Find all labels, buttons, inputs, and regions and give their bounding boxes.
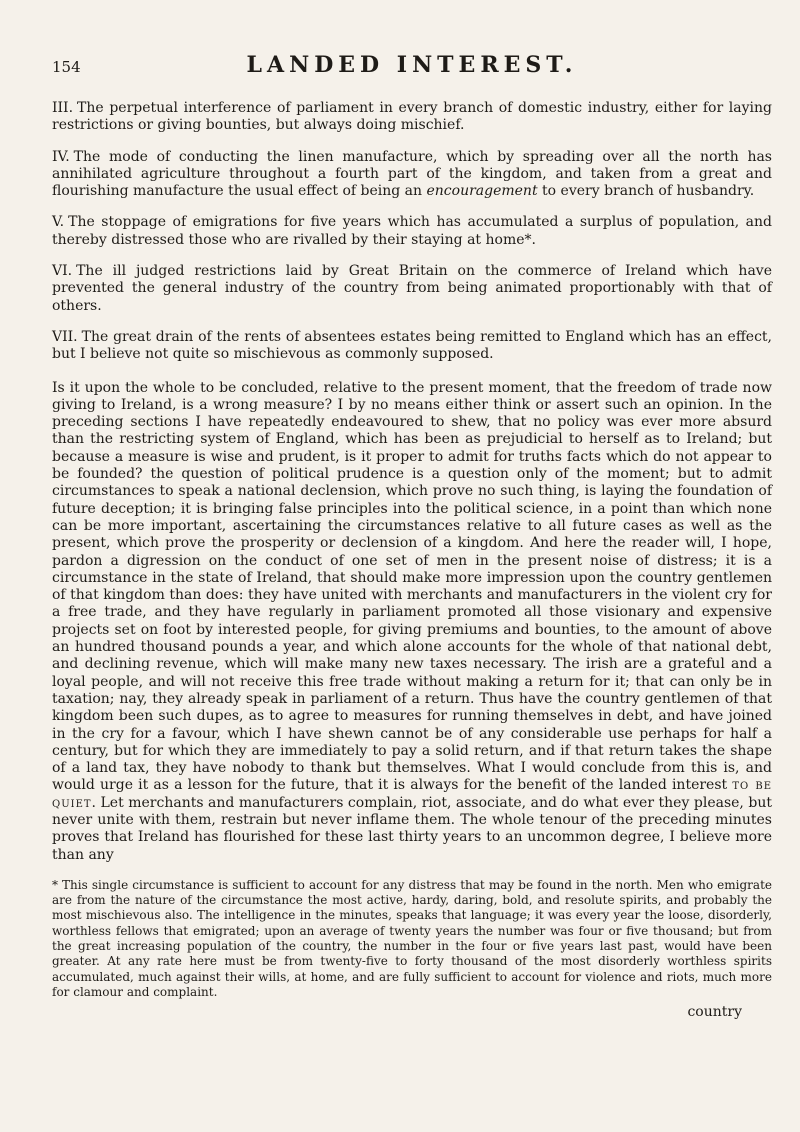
list-item-vii <box>52 329 772 364</box>
page-header <box>52 52 772 86</box>
item-text-end: to every branch of husbandry. <box>537 183 755 200</box>
item-emphasis: encouragement <box>426 183 538 200</box>
item-text: The stoppage of emigrations for five years which has accumulated a surplus of population, and thereby distressed those who are rivalled by their staying at home*. <box>52 214 772 248</box>
footnote-mark: * <box>52 877 58 892</box>
item-number: V. <box>52 214 65 231</box>
item-number: IV. <box>52 148 70 165</box>
footnote <box>52 878 772 1000</box>
running-head: LANDED INTEREST. <box>246 52 578 78</box>
list-item-iv <box>52 149 772 201</box>
list-item-iii <box>52 100 772 135</box>
item-text: The perpetual interference of parliament in every branch of domestic industry, either for laying restrictions or giving bounties, but always doing mischief. <box>52 100 772 134</box>
item-text: The ill judged restrictions laid by Great Britain on the commerce of Ireland which have prevented the general industry of the country from being animated proportionably with that of others. <box>52 263 772 314</box>
list-item-v <box>52 214 772 249</box>
item-number: III. <box>52 100 74 116</box>
page-body <box>52 100 772 1022</box>
paragraph-small-caps: to be quiet <box>52 777 772 811</box>
paragraph-text: Is it upon the whole to be concluded, relative to the present moment, that the freedom of trade now giving to Ireland, is a wrong measure? I by no means either think or assert such an opinion. In the preceding sections I have repeatedly endeavoured to shew, that no policy was ever more absurd than the restricting system of England, which has been as prejudicial to herself as to Ireland; but because a measure is wise and prudent, is it proper to admit for truths facts which do not appear to be founded? the question of political prudence is a question only of the moment; but to admit circumstances to speak a national declension, which prove no such thing, is laying the foundation of future deception; it is bringing false principles into the political science, in a point than which none can be more important, ascertaining the circumstances relative to all future cases as well as the present, which prove the prosperity or declension of a kingdom. And here the reader will, I hope, pardon a digression on the conduct of one set of men in the present noise of distress; it is a circumstance in the state of Ireland, that should make more impression upon the country gentlemen of that kingdom than does: they have united with merchants and manufacturers in the violent cry for a free trade, and they have regularly in parliament promoted all those visionary and expensive projects set on foot by interested people, for giving premiums and bounties, to the amount of above an hundred thousand pounds a year, and which alone accounts for the whole of that national debt, and declining revenue, which will make many new taxes necessary. The irish are a grateful and a loyal people, and will not receive this free trade without making a return for it; that can only be in taxation; nay, they already speak in parliament of a return. Thus have the country gentlemen of that kingdom been such dupes, as to agree to measures for running themselves in debt, and have joined in the cry for a favour, which I have shewn cannot be of any considerable use perhaps for half a century, but for which they are immediately to pay a solid return, and if that return takes the shape of a land tax, they have nobody to thank but themselves. What I would conclude from this is, and would urge it as a lesson for the future, that it is always for the benefit of the landed interest <box>52 379 772 794</box>
item-text: The mode of conducting the linen manufacture, which by spreading over all the north has annihilated agriculture throughout a fourth part of the kingdom, and taken from a great and flourishing manufacture the usual effect of being an <box>52 148 772 200</box>
catchword: country <box>687 1004 742 1021</box>
item-number: VII. <box>52 328 78 345</box>
item-number: VI. <box>52 263 73 280</box>
page-number: 154 <box>52 58 81 76</box>
item-text: The great drain of the rents of absentees estates being remitted to England which has an effect, but I believe not quite so mischievous as commonly supposed. <box>52 328 772 363</box>
paragraph-text-end: . Let merchants and manufacturers complain, riot, associate, and do what ever they please, but never unite with them, restrain but never inflame them. The whole tenour of the preceding minutes proves that Ireland has flourished for these last thirty years to an uncommon degree, I believe more than any <box>52 794 772 863</box>
list-item-vi <box>52 263 772 315</box>
main-paragraph <box>52 380 772 864</box>
footnote-text: This single circumstance is sufficient to account for any distress that may be found in the north. Men who emigrate are from the nature of the circumstance the most active, hardy, daring, bold, and resolute spirits, and probably the most mischievous also. The intelligence in the minutes, speaks that language; it was every year the loose, disorderly, worthless fellows that emigrated; upon an average of twenty years the number was four or five thousand; but from the great increasing population of the country, the number in the four or five years last past, would have been greater. At any rate here must be from twenty-five to forty thousand of the most disorderly worthless spirits accumulated, much against their wills, at home, and are fully sufficient to account for violence and riots, much more for clamour and complaint. <box>52 877 772 999</box>
